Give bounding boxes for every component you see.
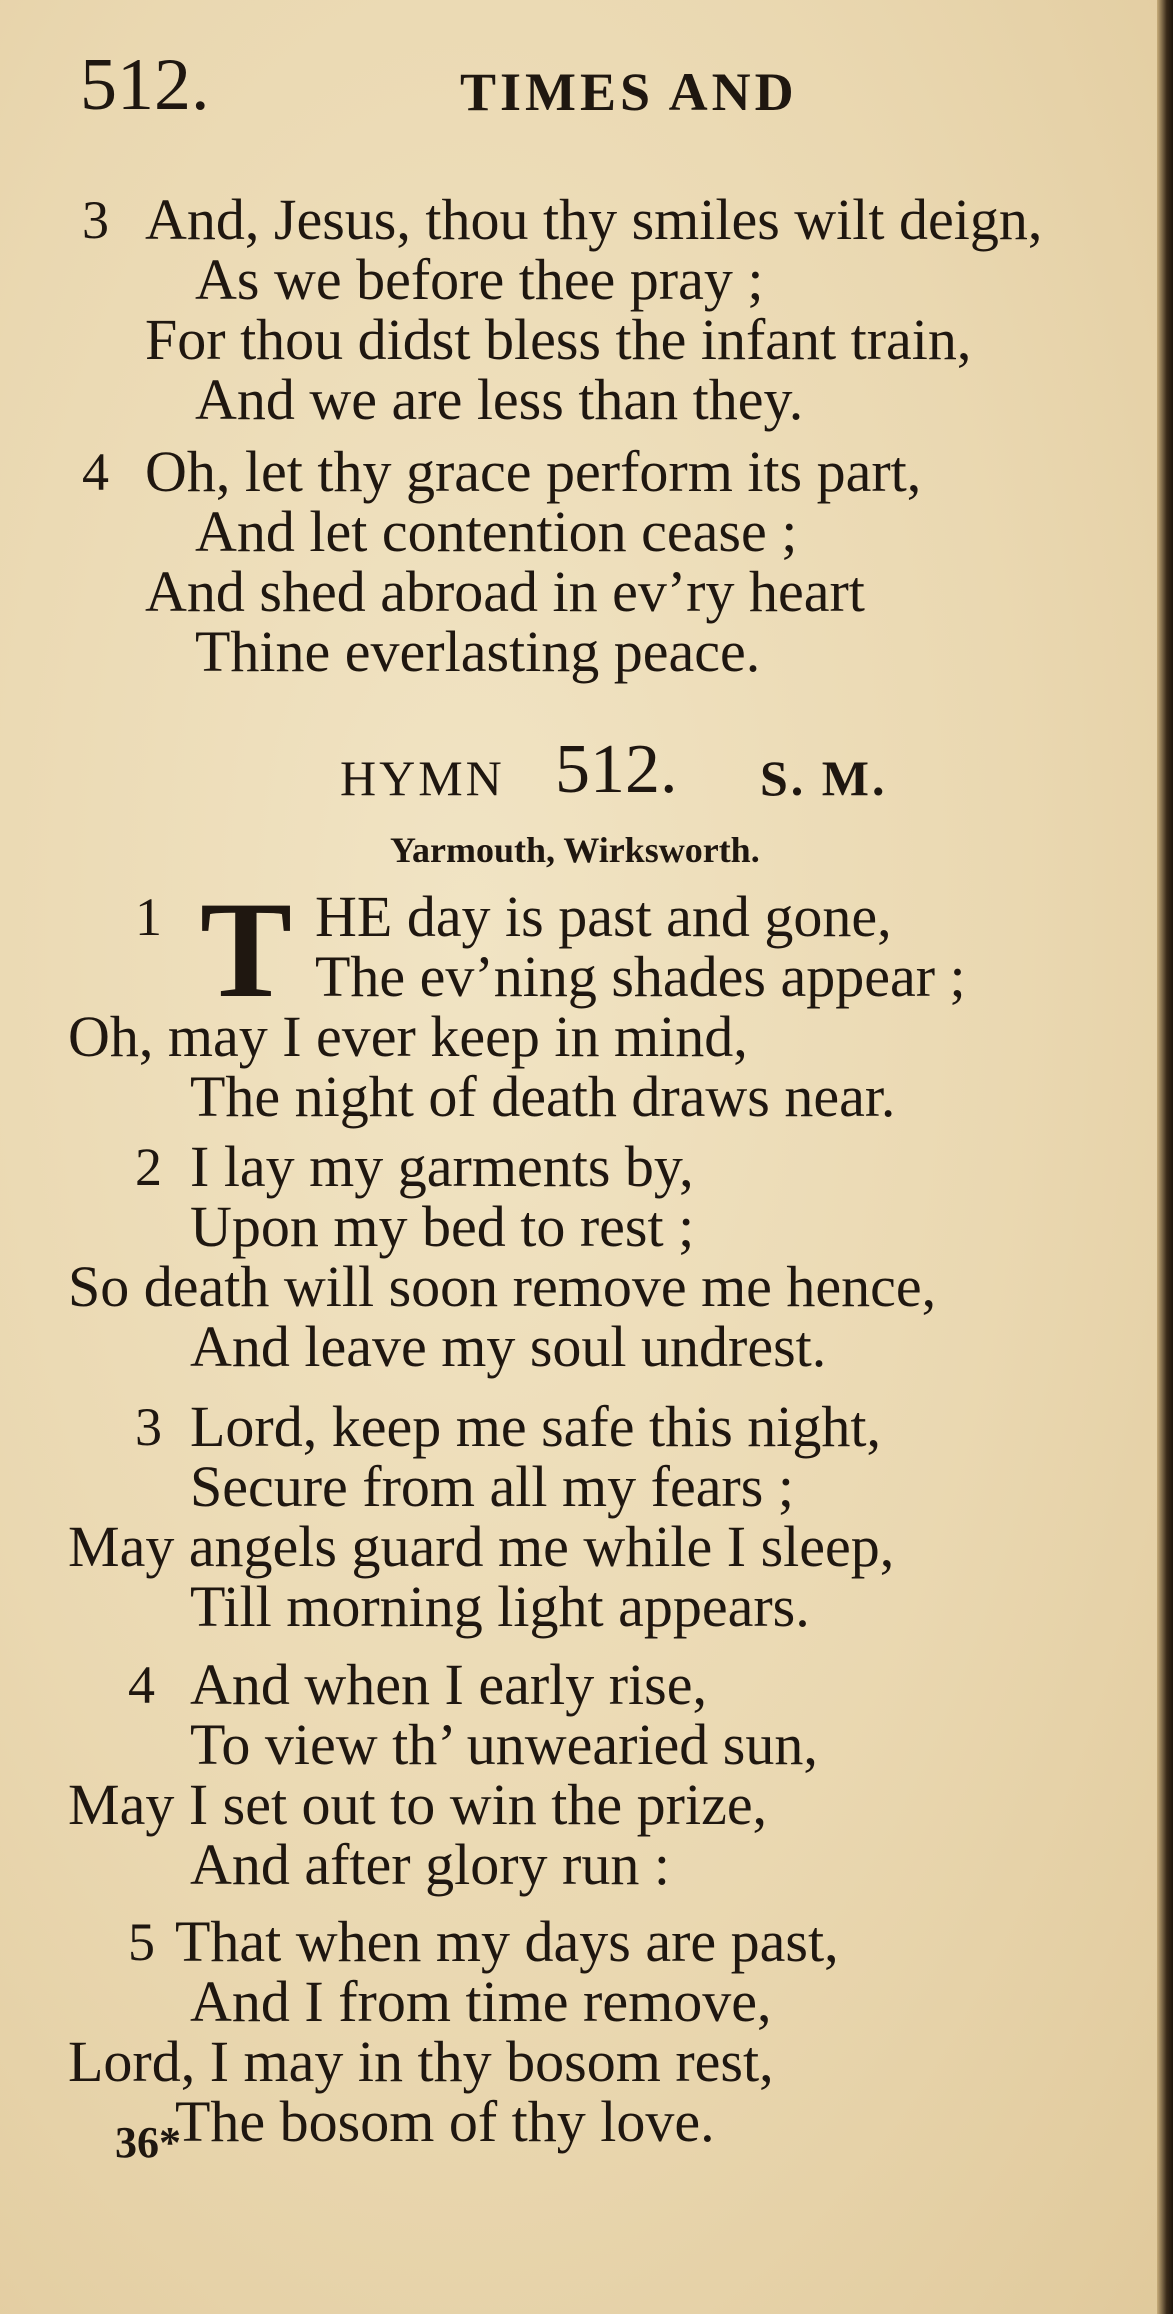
hymn-label: HYMN <box>340 750 505 806</box>
verse-line: As we before thee pray ; <box>195 247 764 312</box>
verse-line: And I from time remove, <box>190 1969 772 2034</box>
stanza-number: 2 <box>135 1137 162 1197</box>
verse-line: HE day is past and gone, <box>315 884 892 949</box>
verse-line: The night of death draws near. <box>190 1064 896 1129</box>
hymn-number: 512. <box>555 731 678 808</box>
verse-line: That when my days are past, <box>175 1909 839 1974</box>
verse-line: The bosom of thy love. <box>175 2089 715 2154</box>
drop-cap: T <box>200 873 293 1026</box>
stanza-number: 4 <box>82 442 109 502</box>
stanza-number: 5 <box>128 1912 155 1972</box>
verse-line: And after glory run : <box>190 1832 670 1897</box>
stanza-number: 4 <box>128 1655 155 1715</box>
verse-line: Oh, let thy grace perform its part, <box>145 439 922 504</box>
verse-line: May angels guard me while I sleep, <box>68 1514 895 1579</box>
verse-line: And shed abroad in ev’ry heart <box>145 559 865 624</box>
tune-names: Yarmouth, Wirksworth. <box>390 830 760 870</box>
verse-line: The ev’ning shades appear ; <box>315 944 966 1009</box>
book-spine-edge <box>1157 0 1173 2314</box>
page-number: 512. <box>80 44 210 126</box>
page-header <box>80 40 1120 130</box>
verse-line: And when I early rise, <box>190 1652 707 1717</box>
verse-line: Till morning light appears. <box>190 1574 810 1639</box>
verse-line: Lord, keep me safe this night, <box>190 1394 881 1459</box>
verse-line: And let contention cease ; <box>195 499 798 564</box>
verse-line: And leave my soul undrest. <box>190 1314 827 1379</box>
signature-mark: 36* <box>115 2118 181 2167</box>
hymn-title <box>340 730 940 820</box>
verse-line: May I set out to win the prize, <box>68 1772 768 1837</box>
verse-line: For thou didst bless the infant train, <box>145 307 972 372</box>
stanza-number: 3 <box>82 190 109 250</box>
verse-line: Lord, I may in thy bosom rest, <box>68 2029 774 2094</box>
verse-line: And we are less than they. <box>195 367 804 432</box>
verse-line: Thine everlasting peace. <box>195 619 761 684</box>
verse-line: Upon my bed to rest ; <box>190 1194 695 1259</box>
verse-line: So death will soon remove me hence, <box>68 1254 937 1319</box>
verse-line: To view th’ unwearied sun, <box>190 1712 818 1777</box>
verse-line: Oh, may I ever keep in mind, <box>68 1004 748 1069</box>
verse-line: Secure from all my fears ; <box>190 1454 794 1519</box>
hymn-meter: S. M. <box>760 750 888 806</box>
running-head: TIMES AND <box>460 62 798 122</box>
verse-line: And, Jesus, thou thy smiles wilt deign, <box>145 187 1043 252</box>
verse-line: I lay my garments by, <box>190 1134 694 1199</box>
stanza-number: 3 <box>135 1397 162 1457</box>
stanza-number: 1 <box>135 887 162 947</box>
